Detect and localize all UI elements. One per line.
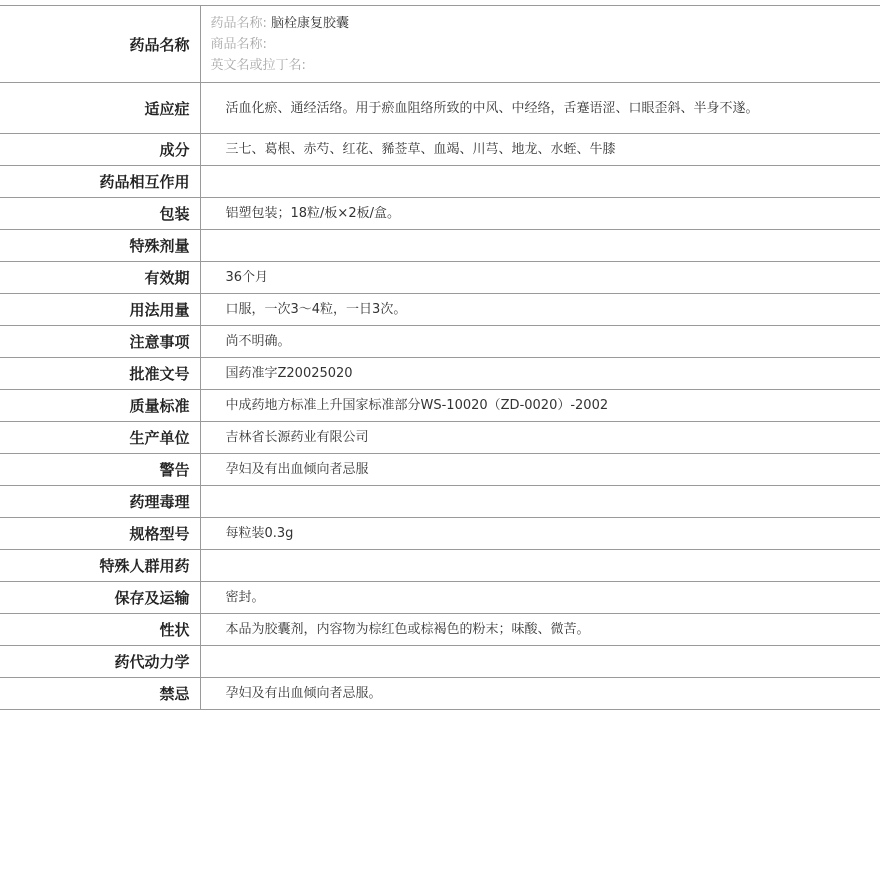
- field-label: 性状: [0, 614, 200, 646]
- field-label: 有效期: [0, 262, 200, 294]
- field-value: 尚不明确。: [200, 326, 880, 358]
- table-row: [0, 678, 880, 710]
- field-value: 每粒装0.3g: [200, 518, 880, 550]
- table-row: [0, 294, 880, 326]
- field-label: 规格型号: [0, 518, 200, 550]
- field-label: 包装: [0, 198, 200, 230]
- field-value: 国药准字Z20025020: [200, 358, 880, 390]
- field-value: [200, 646, 880, 678]
- table-row: [0, 166, 880, 198]
- field-value: 36个月: [200, 262, 880, 294]
- field-label: 药代动力学: [0, 646, 200, 678]
- field-label: 保存及运输: [0, 582, 200, 614]
- field-label: 注意事项: [0, 326, 200, 358]
- field-label: 用法用量: [0, 294, 200, 326]
- table-row: [0, 390, 880, 422]
- field-label: 适应症: [0, 83, 200, 134]
- field-label: 药品相互作用: [0, 166, 200, 198]
- field-label: 特殊人群用药: [0, 550, 200, 582]
- english-name-key: 英文名或拉丁名:: [210, 57, 306, 73]
- field-label: 药品名称: [0, 6, 200, 83]
- field-label: 特殊剂量: [0, 230, 200, 262]
- field-label: 成分: [0, 134, 200, 166]
- field-label: 禁忌: [0, 678, 200, 710]
- field-value: 中成药地方标准上升国家标准部分WS-10020（ZD-0020）-2002: [200, 390, 880, 422]
- table-row: [0, 422, 880, 454]
- table-row: [0, 550, 880, 582]
- table-row: [0, 614, 880, 646]
- name-block: [200, 6, 880, 83]
- trade-name-line: [211, 34, 791, 55]
- english-name-line: [211, 55, 791, 76]
- field-value: [200, 166, 880, 198]
- field-value: [200, 486, 880, 518]
- field-value: 吉林省长源药业有限公司: [200, 422, 880, 454]
- field-value: 本品为胶囊剂，内容物为棕红色或棕褐色的粉末；味酸、微苦。: [200, 614, 880, 646]
- generic-name-value: 脑栓康复胶囊: [271, 15, 350, 31]
- table-row: [0, 230, 880, 262]
- table-row: [0, 326, 880, 358]
- field-label: 批准文号: [0, 358, 200, 390]
- field-label: 生产单位: [0, 422, 200, 454]
- table-rows: [0, 83, 880, 710]
- table-row-name: [0, 6, 880, 83]
- field-label: 质量标准: [0, 390, 200, 422]
- generic-name-line: [211, 13, 791, 34]
- table-row: [0, 198, 880, 230]
- field-label: 警告: [0, 454, 200, 486]
- field-value: [200, 550, 880, 582]
- field-value: 孕妇及有出血倾向者忌服: [200, 454, 880, 486]
- generic-name-key: 药品名称:: [210, 15, 267, 31]
- table-row: [0, 518, 880, 550]
- field-value: 活血化瘀、通经活络。用于瘀血阻络所致的中风、中经络，舌蹇语涩、口眼歪斜、半身不遂。: [200, 83, 880, 134]
- table-row: [0, 454, 880, 486]
- field-value: 孕妇及有出血倾向者忌服。: [200, 678, 880, 710]
- table-row: [0, 83, 880, 134]
- table-row: [0, 134, 880, 166]
- field-value: 口服，一次3～4粒，一日3次。: [200, 294, 880, 326]
- table-row: [0, 358, 880, 390]
- trade-name-key: 商品名称:: [210, 36, 267, 52]
- field-value: 铝塑包装；18粒/板×2板/盒。: [200, 198, 880, 230]
- field-value: 三七、葛根、赤芍、红花、豨莶草、血竭、川芎、地龙、水蛭、牛膝: [200, 134, 880, 166]
- table-row: [0, 582, 880, 614]
- field-value: 密封。: [200, 582, 880, 614]
- field-value: [200, 230, 880, 262]
- table-row: [0, 646, 880, 678]
- table-row: [0, 486, 880, 518]
- table-row: [0, 262, 880, 294]
- drug-info-table: [0, 5, 880, 710]
- field-label: 药理毒理: [0, 486, 200, 518]
